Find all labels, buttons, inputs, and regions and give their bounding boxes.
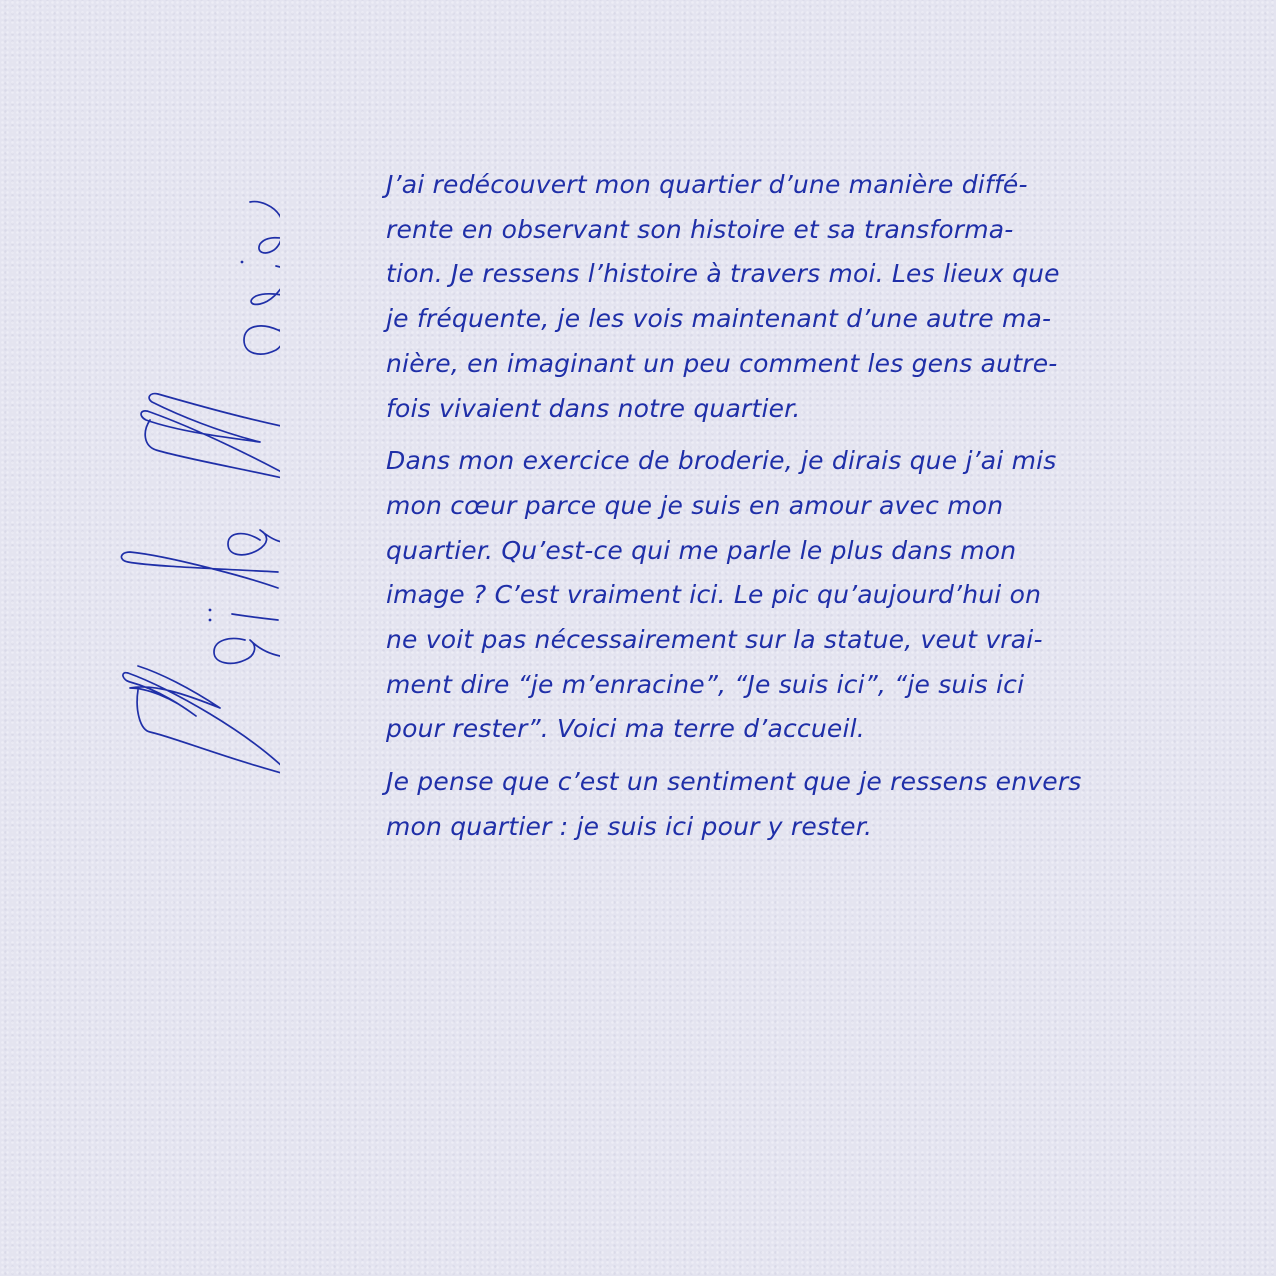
text-line: mon cœur parce que je suis en amour avec mon bbox=[386, 490, 1004, 520]
text-line: ment dire “je m’enracine”, “Je suis ici”, “je suis ici bbox=[386, 669, 1025, 699]
text-line: Dans mon exercice de broderie, je dirais que j’ai mis bbox=[386, 446, 1057, 476]
text-line: nière, en imaginant un peu comment les gens autre- bbox=[386, 348, 1058, 378]
paragraph-3 bbox=[386, 760, 1116, 849]
text-line: J’ai redécouvert mon quartier d’une manière diffé- bbox=[386, 170, 1028, 199]
text-line: ne voit pas nécessairement sur la statue, veut vrai- bbox=[386, 625, 1043, 655]
text-line: fois vivaient dans notre quartier. bbox=[386, 393, 801, 423]
text-line: quartier. Qu’est-ce qui me parle le plus dans mon bbox=[386, 535, 1017, 565]
paragraph-2 bbox=[386, 439, 1116, 752]
text-line: tion. Je ressens l’histoire à travers moi. Les lieux que bbox=[386, 259, 1060, 289]
text-line: rente en observant son histoire et sa transforma- bbox=[386, 214, 1014, 244]
text-line: je fréquente, je les vois maintenant d’une autre ma- bbox=[386, 304, 1052, 334]
paragraph-1 bbox=[386, 163, 1116, 431]
text-line: image ? C’est vraiment ici. Le pic qu’aujourd’hui on bbox=[386, 580, 1042, 610]
text-line: pour rester”. Voici ma terre d’accueil. bbox=[386, 714, 865, 744]
handwritten-signature bbox=[110, 170, 280, 790]
text-line: mon quartier : je suis ici pour y rester. bbox=[386, 811, 873, 841]
signature-drawing bbox=[110, 170, 280, 790]
body-text bbox=[386, 163, 1116, 858]
text-line: Je pense que c’est un sentiment que je ressens envers bbox=[386, 767, 1082, 797]
